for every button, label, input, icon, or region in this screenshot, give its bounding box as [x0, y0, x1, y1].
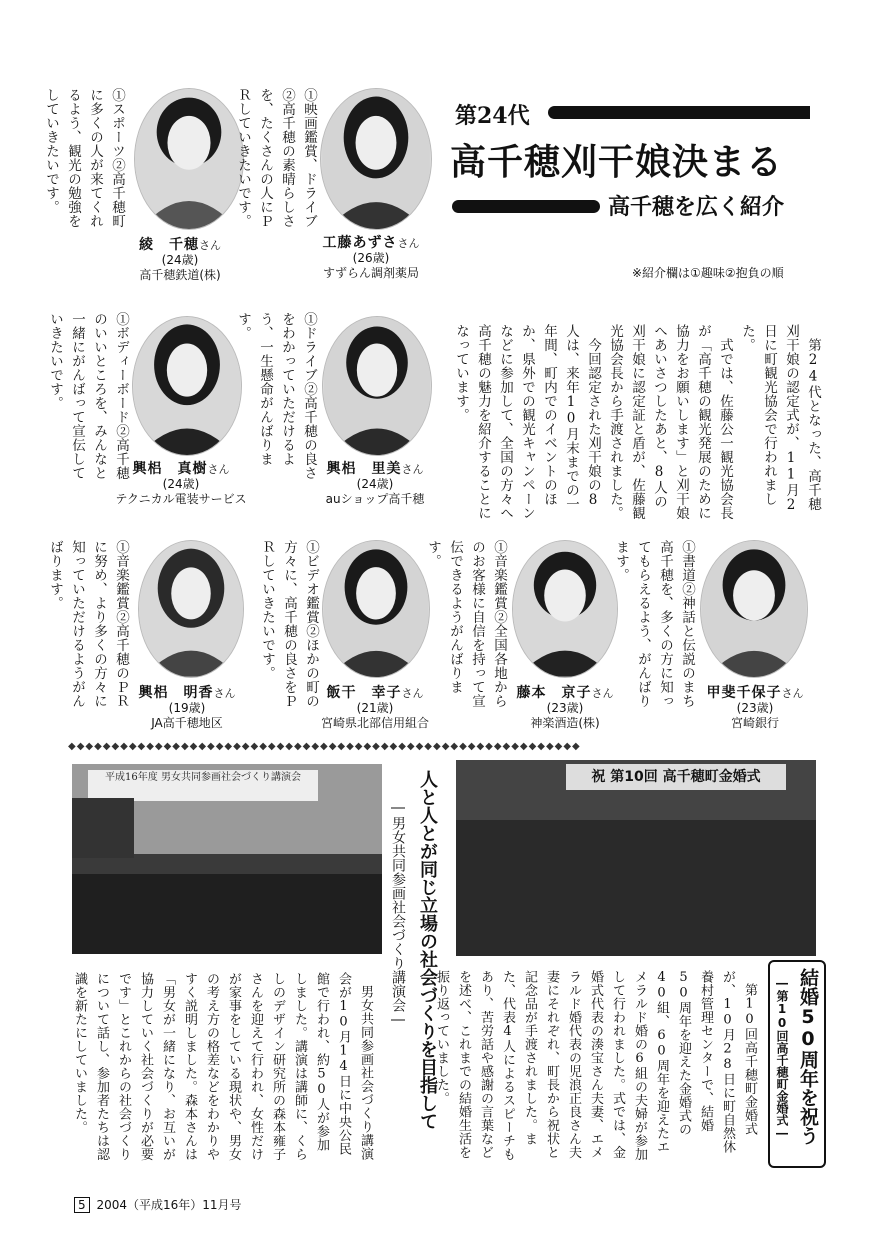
girl-intro: ①ビデオ鑑賞②ほかの町の方々に、高千穂の良さをＰＲしていきたいです。 [259, 540, 319, 708]
portrait-photo [132, 316, 242, 456]
portrait-photo [322, 540, 430, 678]
intro-text: 第24代となった、高千穂刈干娘の認定式が、11月2日に町観光協会で行われました。 式では、佐藤公一観光協会長が「高千穂の観光発展のために協力をお願いします」と刈干娘へあいさつしたあと、8人の刈干娘に認定証と盾が、佐藤観光協会長から手渡されました。 今回認定された刈干娘の8人は、来年10月末までの一年間、町内でのイベントのほか、県外での観光キャンペーンなどに参加して、全国の方々へ高千穂の魅力を紹介することになっています。 [453, 324, 821, 520]
intro-note: ※紹介欄は①趣味②抱負の順 [632, 266, 784, 280]
lecture-photo-audience [72, 874, 382, 954]
girl-caption: 興梠 里美さん (24歳) auショップ高千穂 [325, 461, 425, 506]
girl-intro: ①ボディーボード②高千穂のいいところを、みんなと一緒にがんばって宣伝していきたいです。 [47, 312, 129, 480]
golden-body: 第10回高千穂町金婚式が、10月28日に町自然休養村管理センターで、結婚50周年を迎えた金婚式の40組、60周年を迎えたエメラルド婚の6組の夫婦が参加して行われました。式では、金婚式代表の湊宝さん夫妻、エメラルド婚代表の児浪正良さん夫妻にそれぞれ、町長から祝状と記念品が手渡されました。また、代表4人によるスピーチもあり、苦労話や感謝の言葉などを述べ、これまでの結婚生活を振り返っていました。 [434, 970, 757, 1161]
girl-caption: 綾 千穂さん (24歳) 高千穂鉄道(株) [139, 237, 221, 282]
divider: ◆◆◆◆◆◆◆◆◆◆◆◆◆◆◆◆◆◆◆◆◆◆◆◆◆◆◆◆◆◆◆◆◆◆◆◆◆◆◆◆◆◆◆◆◆◆◆◆◆◆◆◆◆◆◆◆◆◆◆ [68, 741, 581, 752]
girl-intro: ①ドライブ②高千穂の良さをわかっていただけるよう、一生懸命がんばります。 [235, 312, 317, 480]
footer [74, 1196, 242, 1213]
girl-caption: 興梠 明香さん (19歳) JA高千穂地区 [138, 685, 236, 730]
heading-prefix-bar [548, 106, 810, 119]
girl-intro: ①音楽鑑賞②高千穂のＰＲに努め、より多くの方々に知っていただけるようがんばります。 [47, 540, 129, 708]
lecture-subtitle: ―男女共同参画社会づくり講演会― [390, 800, 406, 1028]
lecture-title: 人と人とが同じ立場の社会づくりを目指して [417, 770, 438, 1130]
portrait-photo [134, 88, 244, 230]
golden-title: 結婚50周年を祝う [797, 968, 819, 1145]
girl-caption: 藤本 京子さん (23歳) 神楽酒造(株) [516, 685, 614, 730]
portrait-photo [322, 316, 432, 456]
girl-intro: ①音楽鑑賞②全国各地からのお客様に自信を持って宣伝できるようがんばります。 [425, 540, 507, 708]
golden-wedding-banner: 祝 第10回 高千穂町金婚式 [566, 764, 786, 790]
golden-wedding-photo [456, 760, 816, 956]
girl-intro: ①映画鑑賞、ドライブ②高千穂の素晴らしさを、たくさんの人にＰＲしていきたいです。 [235, 88, 317, 228]
golden-title-box [768, 960, 826, 1168]
page-title: 高千穂刈干娘決まる [450, 141, 784, 183]
girl-intro: ①スポーツ②高千穂町に多くの人が来てくれるよう、観光の勉強をしていきたいです。 [43, 88, 125, 228]
page-number: 5 [74, 1197, 90, 1213]
portrait-photo [138, 540, 244, 678]
lecture-photo-banner: 平成16年度 男女共同参画社会づくり講演会 [88, 770, 318, 801]
lecture-photo [72, 764, 382, 954]
lecture-body: 男女共同参画社会づくり講演会が10月14日に中央公民館で行われ、約50人が参加しました。講演は講師に、くらしのデザイン研究所の森本雍子さんを迎えて行われ、女性だけが家事をしている現状や、男女の考え方の格差などをわかりやすく説明しました。森本さんは「男女が一緒になり、お互いが協力していく社会づくりが必要です」とこれからの社会づくりについて話し、参加者たちは認識を新たにしていました。 [72, 972, 373, 1161]
heading-prefix: 第24代 [455, 103, 530, 129]
girl-caption: 興梠 真樹さん (24歳) テクニカル電装サービス [115, 461, 247, 506]
lecture-photo-board [72, 798, 134, 858]
portrait-photo [320, 88, 432, 230]
girl-caption: 飯干 幸子さん (21歳) 宮崎県北部信用組合 [320, 685, 429, 730]
girl-caption: 甲斐千保子さん (23歳) 宮崎銀行 [706, 685, 804, 730]
issue-label: 2004（平成16年）11月号 [96, 1198, 242, 1212]
girl-caption: 工藤あずささん (26歳) すずらん調剤薬局 [322, 235, 420, 280]
golden-wedding-crowd [456, 820, 816, 956]
portrait-photo [512, 540, 618, 678]
heading-subtitle: 高千穂を広く紹介 [608, 195, 785, 220]
heading-sub-bar [452, 200, 600, 213]
portrait-photo [700, 540, 808, 678]
golden-subtitle: ―第10回高千穂町金婚式― [775, 976, 789, 1140]
girl-intro: ①書道②神話と伝説のまち高千穂を、多くの方に知ってもらえるよう、がんばります。 [613, 540, 695, 708]
